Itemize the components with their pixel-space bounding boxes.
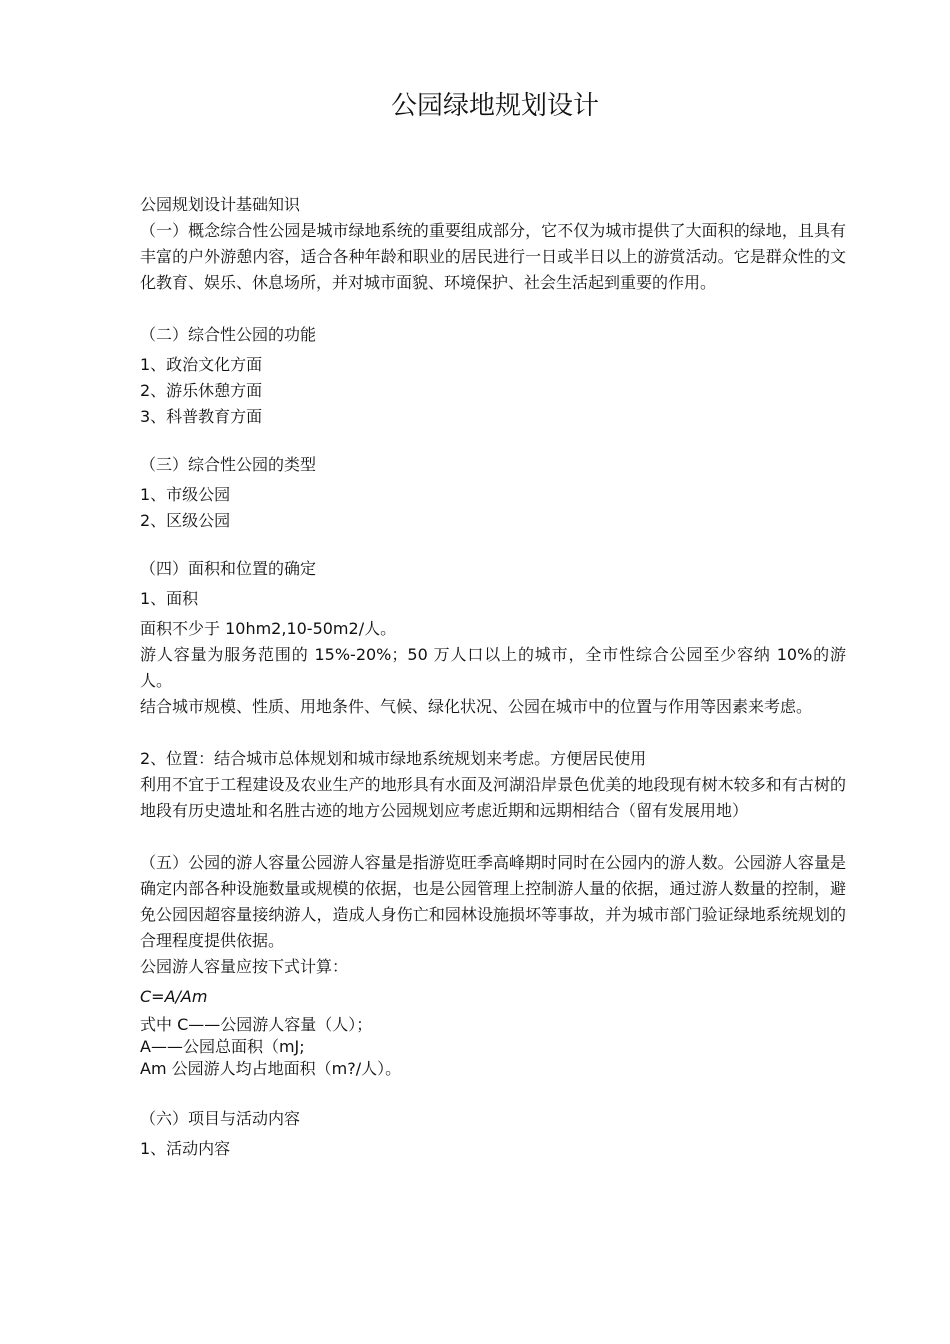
list-item: 1、政治文化方面	[140, 355, 263, 374]
paragraph-concept: （一）概念综合性公园是城市绿地系统的重要组成部分，它不仅为城市提供了大面积的绿地，且具有丰富的户外游憩内容，适合各种年龄和职业的居民进行一日或半日以上的游赏活动。它是群众性的文化教育、娱乐、休息场所，并对城市面貌、环境保护、社会生活起到重要的作用。	[140, 221, 846, 292]
subheading-area: 1、面积	[140, 589, 199, 608]
paragraph-location-detail: 利用不宜于工程建设及农业生产的地形具有水面及河湖沿岸景色优美的地段现有树木较多和有古树的地段有历史遗址和名胜古迹的地方公园规划应考虑近期和远期相结合（留有发展用地）	[140, 775, 846, 820]
formula-definition: A——公园总面积（mJ;	[140, 1037, 305, 1056]
section-heading-activities: （六）项目与活动内容	[140, 1109, 301, 1128]
paragraph-visitor-capacity-ratio: 游人容量为服务范围的 15%-20%；50 万人口以上的城市，全市性综合公园至少容纳 10%的游人。	[140, 645, 846, 690]
subheading-location: 2、位置：结合城市总体规划和城市绿地系统规划来考虑。方便居民使用	[140, 749, 647, 768]
list-item: 1、市级公园	[140, 485, 231, 504]
document-title: 公园绿地规划设计	[390, 91, 599, 121]
formula: C=A/Am	[140, 987, 208, 1006]
subheading-activity-content: 1、活动内容	[140, 1139, 231, 1158]
paragraph-area-min: 面积不少于 10hm2,10-50m2/人。	[140, 619, 397, 638]
list-item: 2、游乐休憩方面	[140, 381, 263, 400]
paragraph-area-factors: 结合城市规模、性质、用地条件、气候、绿化状况、公园在城市中的位置与作用等因素来考虑。	[140, 697, 813, 716]
section-heading-area-location: （四）面积和位置的确定	[140, 559, 317, 578]
list-item: 3、科普教育方面	[140, 407, 263, 426]
paragraph-formula-intro: 公园游人容量应按下式计算：	[140, 957, 349, 976]
formula-definition: Am 公园游人均占地面积（m?/人）。	[140, 1059, 402, 1078]
section-heading-basics: 公园规划设计基础知识	[140, 195, 301, 214]
section-heading-functions: （二）综合性公园的功能	[140, 325, 317, 344]
list-item: 2、区级公园	[140, 511, 231, 530]
section-heading-capacity: （五）公园的游人容量公园游人容量是指游览旺季高峰期时同时在公园内的游人数。公园游人容量是确定内部各种设施数量或规模的依据，也是公园管理上控制游人量的依据，通过游人数量的控制，避免公园因超容量接纳游人，造成人身伤亡和园林设施损坏等事故，并为城市部门验证绿地系统规划的合理程度提供依据。	[140, 853, 846, 950]
section-heading-types: （三）综合性公园的类型	[140, 455, 317, 474]
formula-definition: 式中 C——公园游人容量（人）；	[140, 1015, 373, 1034]
document-body	[140, 192, 846, 1162]
